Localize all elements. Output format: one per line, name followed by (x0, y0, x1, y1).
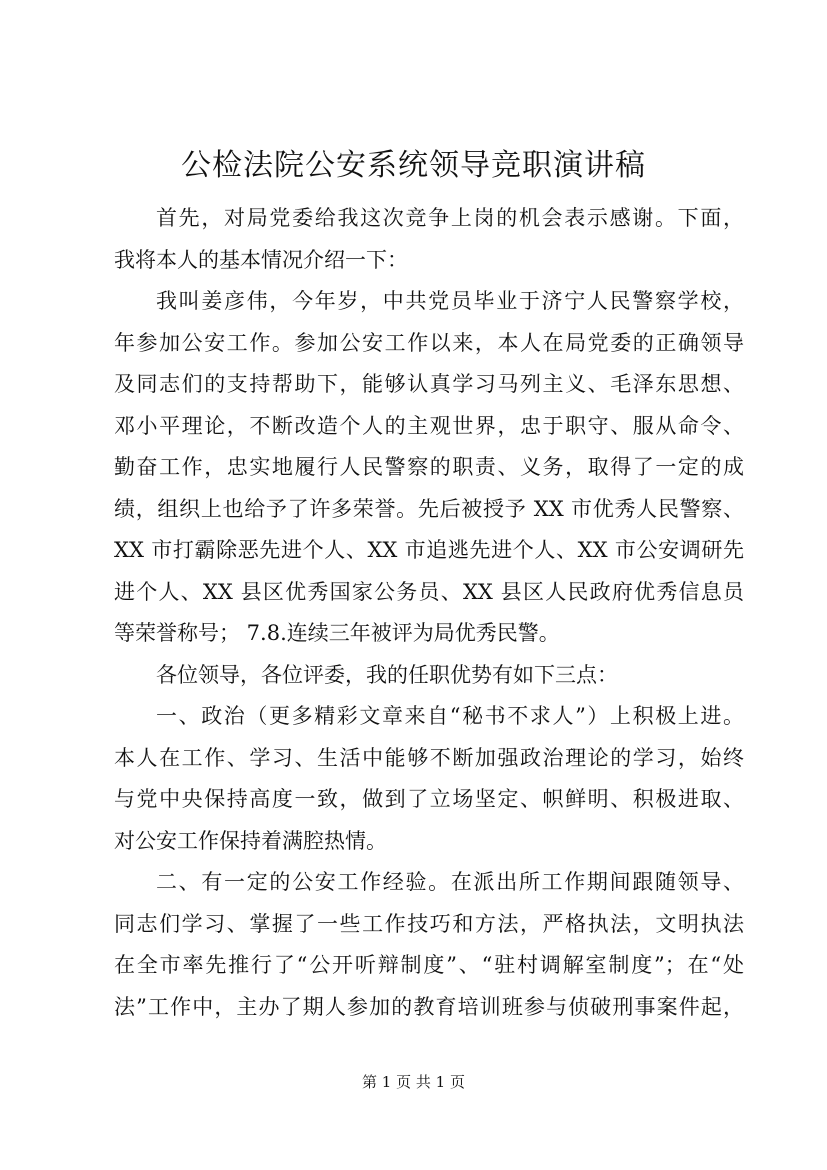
text-line: 邓小平理论，不断改造个人的主观世界，忠于职守、服从命令、 (114, 413, 744, 438)
text-line: 与党中央保持高度一致，做到了立场坚定、帜鲜明、积极进取、 (114, 787, 744, 811)
text-line: 首先，对局党委给我这次竞争上岗的机会表示感谢。下面， (156, 206, 744, 230)
text-line: 一、政治（更多精彩文章来自“秘书不求人”）上积极上进。 (156, 704, 744, 728)
document-body (114, 198, 744, 1028)
text-line: 对公安工作保持着满腔热情。 (114, 828, 387, 853)
text-line: 二、有一定的公安工作经验。在派出所工作期间跟随领导、 (156, 870, 744, 894)
text-line: 在全市率先推行了“公开听辩制度”、“驻村调解室制度”；在“处 (114, 953, 744, 977)
text-line: 及同志们的支持帮助下，能够认真学习马列主义、毛泽东思想、 (114, 372, 744, 396)
text-line: 同志们学习、掌握了一些工作技巧和方法，严格执法，文明执法 (114, 911, 744, 936)
text-line: 进个人、XX 县区优秀国家公务员、XX 县区人民政府优秀信息员 (114, 579, 744, 604)
text-line: 勤奋工作，忠实地履行人民警察的职责、义务，取得了一定的成 (114, 455, 744, 479)
document-title: 公检法院公安系统领导竞职演讲稿 (181, 148, 646, 183)
text-line: 我叫姜彦伟，今年岁，中共党员毕业于济宁人民警察学校， (156, 289, 744, 313)
text-line: 年参加公安工作。参加公安工作以来，本人在局党委的正确领导 (114, 330, 744, 355)
text-line: 法”工作中，主办了期人参加的教育培训班参与侦破刑事案件起， (114, 994, 744, 1019)
text-line: 等荣誉称号； 7.8.连续三年被评为局优秀民警。 (114, 621, 560, 645)
page-footer: 第 1 页 共 1 页 (362, 1073, 465, 1091)
text-line: XX 市打霸除恶先进个人、XX 市追逃先进个人、XX 市公安调研先 (114, 538, 744, 562)
text-line: 本人在工作、学习、生活中能够不断加强政治理论的学习，始终 (114, 745, 744, 770)
text-line: 各位领导，各位评委，我的任职优势有如下三点： (156, 662, 618, 687)
text-line: 我将本人的基本情况介绍一下： (114, 247, 408, 272)
text-line: 绩，组织上也给予了许多荣誉。先后被授予 XX 市优秀人民警察、 (114, 496, 744, 521)
